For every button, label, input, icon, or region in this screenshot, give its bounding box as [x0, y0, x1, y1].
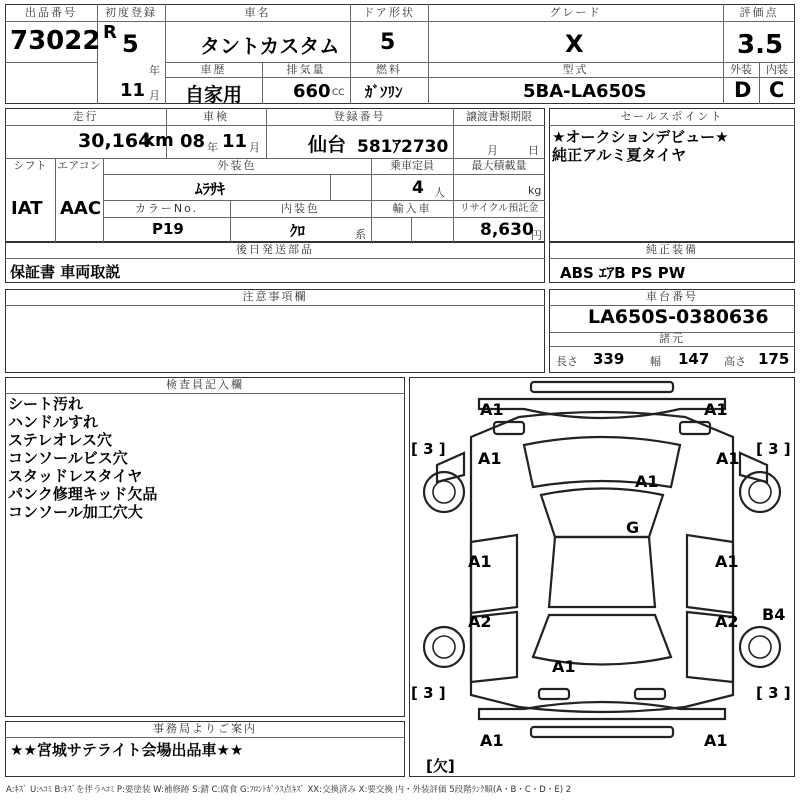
color-no-label: カラーNo. — [134, 202, 199, 215]
doors: 5 — [380, 30, 396, 55]
height-label: 高さ — [724, 355, 746, 368]
mileage-label: 走行 — [72, 110, 99, 123]
damage-mark: A1 — [552, 657, 576, 676]
transfer-month-unit: 月 — [487, 144, 498, 157]
damage-mark: A1 — [480, 731, 504, 750]
spare-tire: [欠] — [426, 757, 455, 775]
fuel: ｶﾞｿﾘﾝ — [365, 83, 403, 101]
grade-label: グレード — [549, 6, 602, 19]
dims-label: 諸元 — [659, 332, 685, 345]
damage-mark: A1 — [704, 731, 728, 750]
legend: A:ｷｽﾞ U:ﾍｺﾐ B:ｷｽﾞを伴うﾍｺﾐ P:要塗装 W:補修跡 S:錆 C:腐食 G:ﾌﾛﾝﾄｶﾞﾗｽ点ｷｽﾞ XX:交換済み X:要交換 内・外装評価 5段階ﾗﾝｸ順(A・B・C・D・E) 2 — [6, 785, 572, 795]
height: 175 — [758, 350, 790, 368]
transfer-day-unit: 日 — [528, 144, 539, 157]
inspection-month: 11 — [222, 131, 248, 152]
damage-mark: A1 — [704, 400, 728, 419]
length: 339 — [593, 350, 625, 368]
door-label: ドア形状 — [363, 6, 415, 19]
mileage-unit: km — [143, 130, 174, 151]
year-unit: 年 — [149, 64, 160, 77]
recycle-label: リサイクル預託金 — [459, 203, 539, 214]
inspection-label: 車検 — [203, 110, 229, 123]
import-label: 輸入車 — [392, 202, 432, 215]
damage-mark: A1 — [480, 400, 504, 419]
interior-color: ｸﾛ — [290, 222, 306, 240]
inspector-label: 検査員記入欄 — [166, 378, 244, 391]
interior-color-label: 内装色 — [281, 202, 320, 215]
equipment-text: ABS ｴｱB PS PW — [560, 264, 686, 282]
sales-point-line: ★オークションデビュー★ — [552, 128, 729, 146]
history-label: 車歴 — [200, 63, 227, 76]
inspector-line: パンク修理キッド欠品 — [8, 485, 158, 503]
capacity-unit: 人 — [434, 186, 445, 199]
tire-tread: [ 3 ] — [756, 440, 791, 458]
office-text: ★★宮城サテライト会場出品車★★ — [10, 741, 244, 759]
recycle-unit: 円 — [531, 229, 542, 242]
ac: AAC — [60, 198, 102, 219]
ac-label: エアコン — [57, 159, 101, 172]
history: 自家用 — [185, 84, 243, 106]
tire-tread: [ 3 ] — [411, 684, 446, 702]
office-label: 事務局よりご案内 — [153, 722, 257, 735]
width: 147 — [678, 350, 710, 368]
load-unit: kg — [528, 184, 542, 197]
cc-unit: CC — [332, 88, 345, 98]
inspector-line: ハンドルすれ — [8, 413, 99, 431]
later-parts-label: 後日発送部品 — [236, 243, 314, 256]
damage-mark: A2 — [468, 612, 492, 631]
chassis-label: 車台番号 — [646, 290, 698, 303]
inspection-year-unit: 年 — [207, 141, 218, 154]
car-name: タントカスタム — [200, 34, 340, 58]
color-label: 外装色 — [217, 159, 257, 172]
lot-number: 73022 — [10, 26, 101, 56]
equipment-label: 純正装備 — [646, 243, 698, 256]
body-color: ﾑﾗｻｷ — [195, 180, 226, 198]
lot-label: 出品番号 — [25, 6, 77, 19]
interior-label: 内装 — [766, 63, 788, 76]
exterior-grade: D — [734, 78, 752, 102]
capacity-label: 乗車定員 — [390, 159, 434, 172]
model-label: 型式 — [562, 63, 589, 76]
inspector-line: コンソールビス穴 — [8, 449, 128, 467]
damage-mark: A1 — [478, 449, 502, 468]
reg-area: 仙台 — [308, 134, 347, 156]
inspection-year: 08 — [180, 131, 206, 152]
reg-number: 581ｱ2730 — [357, 137, 449, 157]
damage-mark: A1 — [635, 472, 659, 491]
exterior-label: 外装 — [730, 63, 752, 76]
era: R — [103, 22, 117, 43]
chassis-number: LA650S-0380636 — [588, 306, 769, 328]
width-label: 幅 — [650, 355, 661, 368]
inspection-month-unit: 月 — [249, 141, 260, 154]
score-label: 評価点 — [739, 6, 779, 19]
mileage: 30,164 — [78, 130, 152, 152]
damage-mark: B4 — [762, 605, 786, 624]
inspector-line: シート汚れ — [8, 395, 84, 413]
transfer-label: 譲渡書類期限 — [466, 110, 532, 123]
inspector-lines — [8, 395, 157, 521]
inspector-line: スタッドレスタイヤ — [8, 467, 143, 485]
displacement: 660 — [293, 81, 331, 102]
grade: X — [565, 30, 584, 58]
damage-mark: A1 — [468, 552, 492, 571]
car-name-label: 車名 — [244, 6, 271, 19]
details-panel — [5, 108, 545, 242]
reg-month: 11 — [120, 80, 146, 101]
inspector-line: コンソール加工穴大 — [8, 503, 143, 521]
sales-point-lines — [552, 128, 729, 164]
car-diagram — [409, 377, 795, 777]
later-parts-text: 保証書 車両取説 — [10, 263, 121, 281]
damage-mark: A1 — [715, 552, 739, 571]
sales-point-line: 純正アルミ夏タイヤ — [552, 146, 687, 164]
tire-tread: [ 3 ] — [756, 684, 791, 702]
interior-color-unit: 系 — [355, 228, 366, 241]
fuel-label: 燃料 — [376, 63, 402, 76]
notes-label: 注意事項欄 — [242, 290, 308, 303]
displacement-label: 排気量 — [286, 63, 326, 76]
load-label: 最大積載量 — [471, 159, 527, 172]
sales-point-label: セールスポイント — [620, 110, 724, 123]
color-no: P19 — [152, 220, 184, 238]
inspector-line: ステレオレス穴 — [8, 431, 112, 449]
damage-mark: G — [626, 518, 640, 537]
damage-mark: A1 — [716, 449, 740, 468]
score: 3.5 — [737, 30, 784, 60]
capacity: 4 — [412, 178, 424, 198]
model: 5BA-LA650S — [523, 81, 647, 102]
first-reg-label: 初度登録 — [105, 6, 157, 19]
length-label: 長さ — [556, 355, 578, 368]
reg-year: 5 — [122, 30, 139, 58]
reg-number-label: 登録番号 — [333, 110, 386, 123]
shift: IAT — [11, 198, 43, 219]
damage-mark: A2 — [715, 612, 739, 631]
interior-grade: C — [769, 78, 785, 102]
shift-label: シフト — [13, 159, 47, 172]
tire-tread: [ 3 ] — [411, 440, 446, 458]
month-unit: 月 — [149, 89, 160, 102]
recycle-fee: 8,630 — [480, 220, 534, 240]
